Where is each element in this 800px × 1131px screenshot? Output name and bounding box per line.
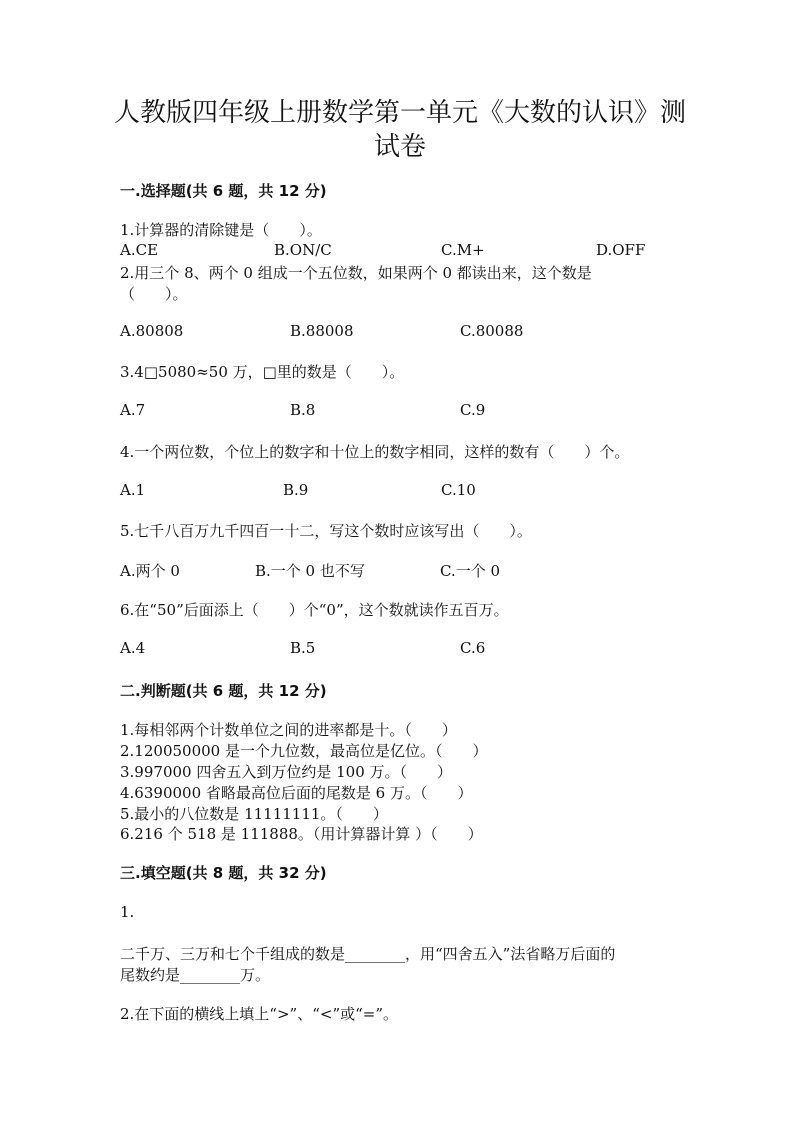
judgement-item: 4.6390000 省略最高位后面的尾数是 6 万。（ ） [120, 784, 473, 802]
judgement-item: 2.120050000 是一个九位数，最高位是亿位。（ ） [120, 742, 488, 760]
title-line-1: 人教版四年级上册数学第一单元《大数的认识》测 [113, 98, 686, 128]
fill-question-1-number: 1. [120, 903, 135, 921]
question-3-option-a: A.7 [120, 401, 146, 419]
question-5-option-a: A.两个 0 [120, 562, 180, 580]
question-4-text: 4.一个两位数，个位上的数字和十位上的数字相同，这样的数有（ ）个。 [120, 443, 630, 461]
question-5-text: 5.七千八百万九千四百一十二，写这个数时应该写出（ ）。 [120, 522, 532, 540]
question-6-option-a: A.4 [120, 639, 146, 657]
judgement-item: 3.997000 四舍五入到万位约是 100 万。（ ） [120, 763, 453, 781]
question-5-option-c: C.一个 0 [440, 562, 501, 580]
question-5-option-b: B.一个 0 也不写 [255, 562, 365, 580]
question-1-option-a: A.CE [120, 241, 159, 259]
question-1-option-d: D.OFF [596, 241, 646, 259]
section-judgement-heading: 二.判断题(共 6 题，共 12 分) [120, 682, 327, 700]
question-2-option-b: B.88008 [290, 322, 354, 340]
question-1-option-c: C.M+ [441, 241, 485, 259]
question-1-option-b: B.ON/C [274, 241, 332, 259]
title-line-2: 试卷 [373, 132, 426, 162]
question-2-option-a: A.80808 [120, 322, 184, 340]
fill-question-1-line-2: 尾数约是________万。 [120, 966, 271, 984]
fill-question-1-line-1: 二千万、三万和七个千组成的数是________，用“四舍五入”法省略万后面的 [120, 945, 616, 963]
judgement-item: 6.216 个 518 是 111888。（用计算器计算 ）（ ） [120, 825, 483, 843]
question-1-text: 1.计算器的清除键是（ ）。 [120, 221, 322, 239]
question-2-option-c: C.80088 [460, 322, 524, 340]
question-4-option-a: A.1 [120, 481, 146, 499]
question-2-text-line-1: 2.用三个 8、两个 0 组成一个五位数，如果两个 0 都读出来，这个数是 [120, 264, 592, 282]
question-4-option-b: B.9 [283, 481, 309, 499]
fill-question-2-text: 2.在下面的横线上填上“>”、“<”或“=”。 [120, 1005, 399, 1023]
question-3-text: 3.4□5080≈50 万，□里的数是（ ）。 [120, 363, 405, 381]
judgement-item: 1.每相邻两个计数单位之间的进率都是十。（ ） [120, 721, 457, 739]
question-3-option-b: B.8 [290, 401, 316, 419]
judgement-item: 5.最小的八位数是 11111111。（ ） [120, 805, 388, 823]
question-4-option-c: C.10 [441, 481, 476, 499]
question-6-option-c: C.6 [460, 639, 486, 657]
question-2-text-line-2: （ ）。 [120, 285, 188, 303]
question-6-option-b: B.5 [290, 639, 316, 657]
question-6-text: 6.在“50”后面添上（ ）个“0”，这个数就读作五百万。 [120, 601, 509, 619]
question-3-option-c: C.9 [460, 401, 486, 419]
section-choice-heading: 一.选择题(共 6 题，共 12 分) [120, 182, 327, 200]
section-fill-blank-heading: 三.填空题(共 8 题，共 32 分) [120, 864, 327, 882]
